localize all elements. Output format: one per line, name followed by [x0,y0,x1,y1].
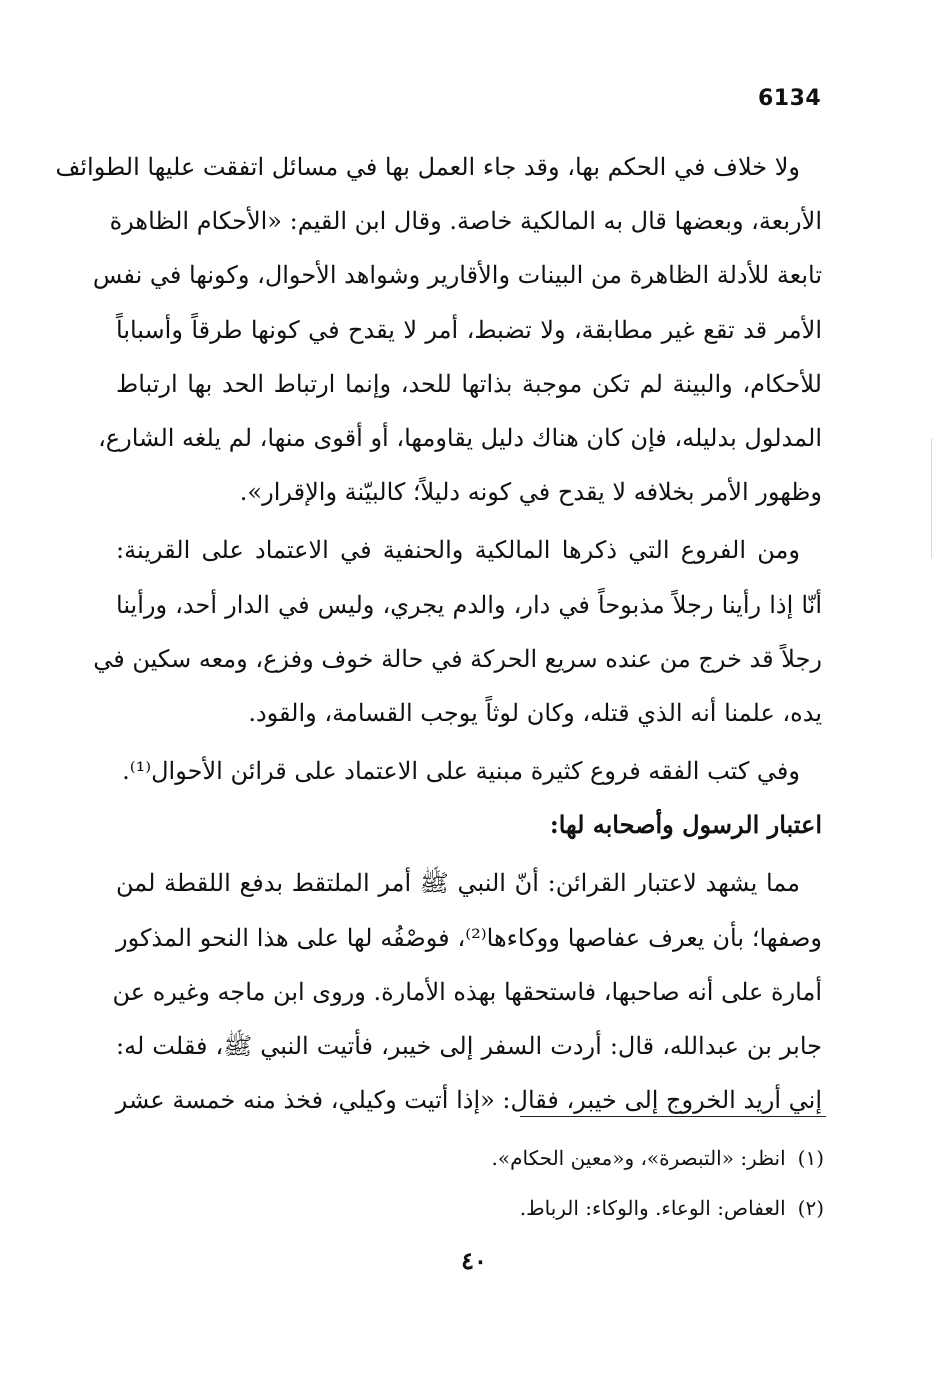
footnote-1 [118,1136,824,1186]
text-line: ومن الفروع التي ذكرها المالكية والحنفية في الاعتماد على القرينة: [116,536,800,565]
text-line: يده، علمنا أنه الذي قتله، وكان لوثاً يوجب القسامة، والقود. [248,698,822,727]
footnote-text: العفاص: الوعاء. والوكاء: الرباط. [519,1196,786,1220]
footnotes [118,1136,824,1236]
text-line: للأحكام، والبينة لم تكن موجبة بذاتها للحد، وإنما ارتباط الحد بها ارتباط [116,369,822,398]
text-line: رجلاً قد خرج من عنده سريع الحركة في حالة خوف وفزع، ومعه سكين في [93,644,822,673]
text-line: جابر بن عبدالله، قال: أردت السفر إلى خيبر، فأتيت النبي ﷺ، فقلت له: [116,1032,822,1060]
heading-line: اعتبار الرسول وأصحابه لها: [549,810,822,840]
footnote-text: انظر: «التبصرة»، و«معين الحكام». [491,1146,786,1170]
page-id: 6134 [758,86,822,111]
text-line: مما يشهد لاعتبار القرائن: أنّ النبي ﷺ أمر الملتقط بدفع اللقطة لمن [116,869,800,898]
text-line: ولا خلاف في الحكم بها، وقد جاء العمل بها في مسائل اتفقت عليها الطوائف [55,153,800,181]
paragraph-1 [55,140,822,519]
text-line: أنّا إذا رأينا رجلاً مذبوحاً في دار، والدم يجري، وليس في الدار أحد، ورأينا [116,590,822,619]
scan-edge-mark [931,438,932,558]
paragraph-2 [93,523,822,740]
text-line: وظهور الأمر بخلافه لا يقدح في كونه دليلاً؛ كالبيّنة والإقرار». [239,478,822,507]
paragraph-4 [112,856,823,1127]
text-line: الأربعة، وبعضها قال به المالكية خاصة. وقال ابن القيم: «الأحكام الظاهرة [109,207,822,236]
footnote-number: (١) [797,1146,824,1170]
page-number: ٤٠ [461,1246,487,1275]
footnote-separator [520,1116,826,1117]
footnote-number: (٢) [797,1196,824,1220]
paragraph-3 [116,744,822,798]
text-line: المدلول بدليله، فإن كان هناك دليل يقاومها، أو أقوى منها، لم يلغه الشارع، [98,423,822,452]
text-line: الأمر قد تقع غير مطابقة، ولا تضبط، أمر لا يقدح في كونها طرقاً وأسباباً [116,315,822,344]
text-line: وفي كتب الفقه فروع كثيرة مبنية على الاعتماد على قرائن الأحوال⁽¹⁾. [122,757,800,786]
text-line: أمارة على أنه صاحبها، فاستحقها بهذه الأمارة. وروى ابن ماجه وغيره عن [112,977,822,1006]
text-line: تابعة للأدلة الظاهرة من البينات والأقارير وشواهد الأحوال، وكونها في نفس [92,261,822,290]
text-line: وصفها؛ بأن يعرف عفاصها ووكاءها⁽²⁾، فوصْفُه لها على هذا النحو المذكور [116,923,823,952]
footnote-2 [118,1186,824,1236]
body-text [55,140,823,1127]
section-heading [116,798,822,852]
text-line: إني أريد الخروج إلى خيبر، فقال: «إذا أتيت وكيلي، فخذ منه خمسة عشر [115,1086,822,1115]
